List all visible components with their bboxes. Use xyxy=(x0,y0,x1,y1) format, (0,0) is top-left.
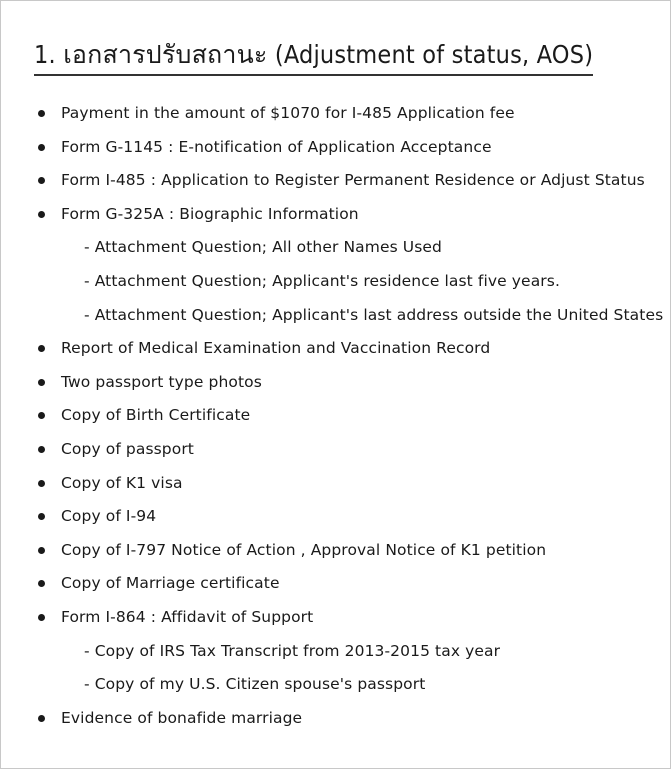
list-item xyxy=(1,567,671,601)
bullet-icon xyxy=(38,446,45,453)
list-item-text: Form G-1145 : E-notification of Application Acceptance xyxy=(61,137,492,156)
list-item xyxy=(1,198,671,232)
list-item xyxy=(1,332,671,366)
sub-list-item xyxy=(1,231,671,265)
list-item xyxy=(1,467,671,501)
list-item xyxy=(1,131,671,165)
list-item xyxy=(1,702,671,736)
list-item-text: Form I-485 : Application to Register Permanent Residence or Adjust Status xyxy=(61,171,645,190)
sub-list-item xyxy=(1,635,671,669)
list-item-text: Copy of Marriage certificate xyxy=(61,574,280,593)
bullet-icon xyxy=(38,513,45,520)
sub-list-item xyxy=(1,668,671,702)
bullet-icon xyxy=(38,345,45,352)
list-item xyxy=(1,534,671,568)
list-item-text: Copy of Birth Certificate xyxy=(61,406,251,425)
list-item-text: Payment in the amount of $1070 for I-485 Application fee xyxy=(61,104,515,122)
list-item-text: Copy of passport xyxy=(61,439,194,458)
bullet-icon xyxy=(38,177,45,184)
bullet-icon xyxy=(38,614,45,621)
sub-list-item xyxy=(1,299,671,333)
list-item-text: Form I-864 : Affidavit of Support xyxy=(61,607,314,626)
list-item-text: - Copy of my U.S. Citizen spouse's passport xyxy=(84,675,426,694)
bullet-icon xyxy=(38,144,45,151)
bullet-icon xyxy=(38,580,45,587)
list-item xyxy=(1,97,671,131)
list-item-text: Form G-325A : Biographic Information xyxy=(61,204,359,223)
bullet-icon xyxy=(38,412,45,419)
sub-list-item xyxy=(1,265,671,299)
checklist xyxy=(1,97,671,735)
bullet-icon xyxy=(38,547,45,554)
bullet-icon xyxy=(38,480,45,487)
bullet-icon xyxy=(38,211,45,218)
list-item xyxy=(1,433,671,467)
list-item-text: Evidence of bonafide marriage xyxy=(61,708,303,727)
list-item-text: - Copy of IRS Tax Transcript from 2013-2015 tax year xyxy=(84,641,501,660)
bullet-icon xyxy=(38,110,45,117)
list-item xyxy=(1,500,671,534)
list-item-text: Copy of I-797 Notice of Action , Approval Notice of K1 petition xyxy=(61,540,547,559)
list-item-text: Copy of I-94 xyxy=(61,507,157,526)
bullet-icon xyxy=(38,379,45,386)
list-item-text: Two passport type photos xyxy=(61,372,262,391)
document-title: 1. เอกสารปรับสถานะ (Adjustment of status, AOS) xyxy=(34,38,593,76)
list-item-text: Copy of K1 visa xyxy=(61,473,183,492)
list-item xyxy=(1,164,671,198)
list-item-text: - Attachment Question; All other Names Used xyxy=(84,238,442,257)
list-item xyxy=(1,399,671,433)
list-item-text: - Attachment Question; Applicant's residence last five years. xyxy=(84,271,560,290)
list-item xyxy=(1,366,671,400)
list-item-text: Report of Medical Examination and Vaccination Record xyxy=(61,339,491,358)
list-item-text: - Attachment Question; Applicant's last address outside the United States xyxy=(84,305,664,324)
list-item xyxy=(1,601,671,635)
bullet-icon xyxy=(38,715,45,722)
